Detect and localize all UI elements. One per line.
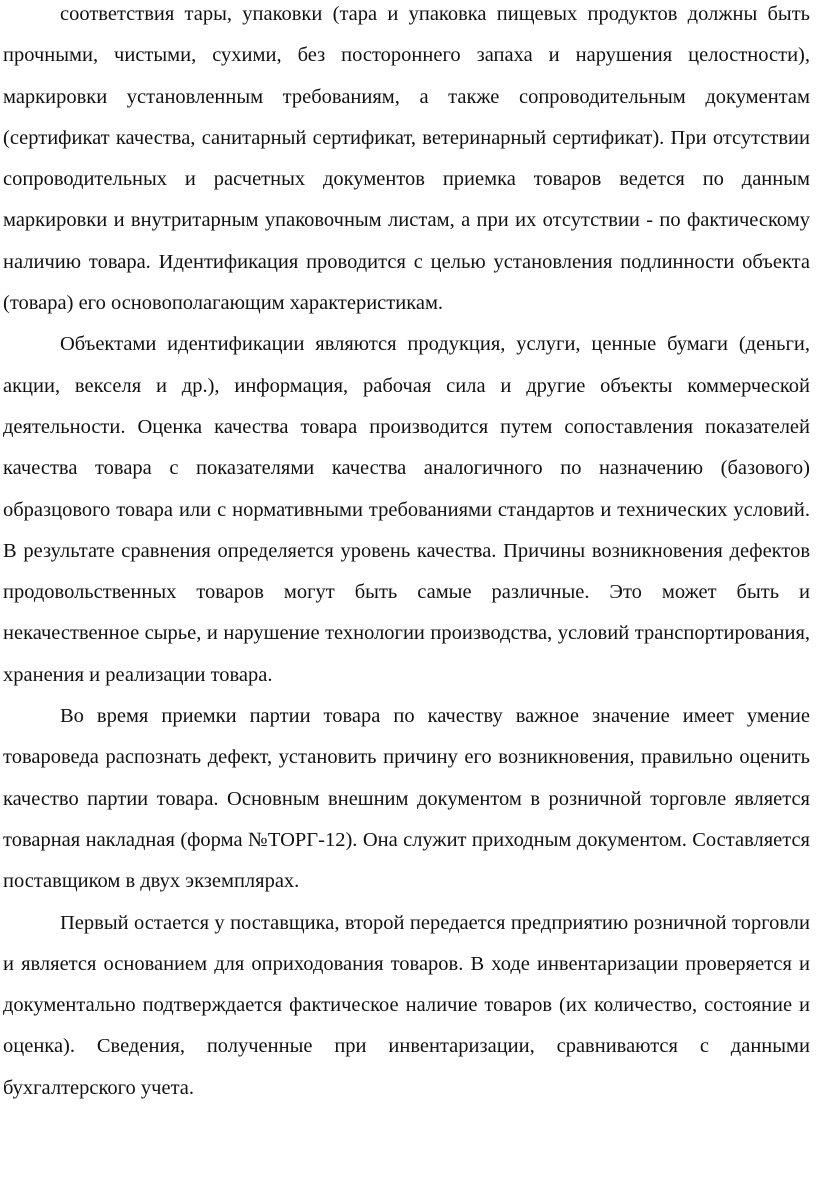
paragraph-2: Объектами идентификации являются продукция, услуги, ценные бумаги (деньги, акции, векселя и др.), информация, рабочая сила и другие объекты коммерческой деятельности. Оценка качества товара производится путем сопоставления показателей качества товара с показателями качества аналогичного по назначению (базового) образцового товара или с нормативными требованиями стандартов и технических условий. В результате сравнения определяется уровень качества. Причины возникновения дефектов продовольственных товаров могут быть самые различные. Это может быть и некачественное сырье, и нарушение технологии производства, условий транспортирования, хранения и реализации товара.: [3, 333, 810, 686]
paragraph-4: Первый остается у поставщика, второй передается предприятию розничной торговли и является основанием для оприходования товаров. В ходе инвентаризации проверяется и документально подтверждается фактическое наличие товаров (их количество, состояние и оценка). Сведения, полученные при инвентаризации, сравниваются с данными бухгалтерского учета.: [3, 911, 810, 1099]
paragraph-1: соответствия тары, упаковки (тара и упаковка пищевых продуктов должны быть прочными, чистыми, сухими, без постороннего запаха и нарушения целостности), маркировки установленным требованиям, а также сопроводительным документам (сертификат качества, санитарный сертификат, ветеринарный сертификат). При отсутствии сопроводительных и расчетных документов приемка товаров ведется по данным маркировки и внутритарным упаковочным листам, а при их отсутствии - по фактическому наличию товара. Идентификация проводится с целью установления подлинности объекта (товара) его основополагающим характеристикам.: [3, 3, 810, 315]
paragraph-3: Во время приемки партии товара по качеству важное значение имеет умение товароведа распознать дефект, установить причину его возникновения, правильно оценить качество партии товара. Основным внешним документом в розничной торговле является товарная накладная (форма №ТОРГ-12). Она служит приходным документом. Составляется поставщиком в двух экземплярах.: [3, 705, 810, 893]
